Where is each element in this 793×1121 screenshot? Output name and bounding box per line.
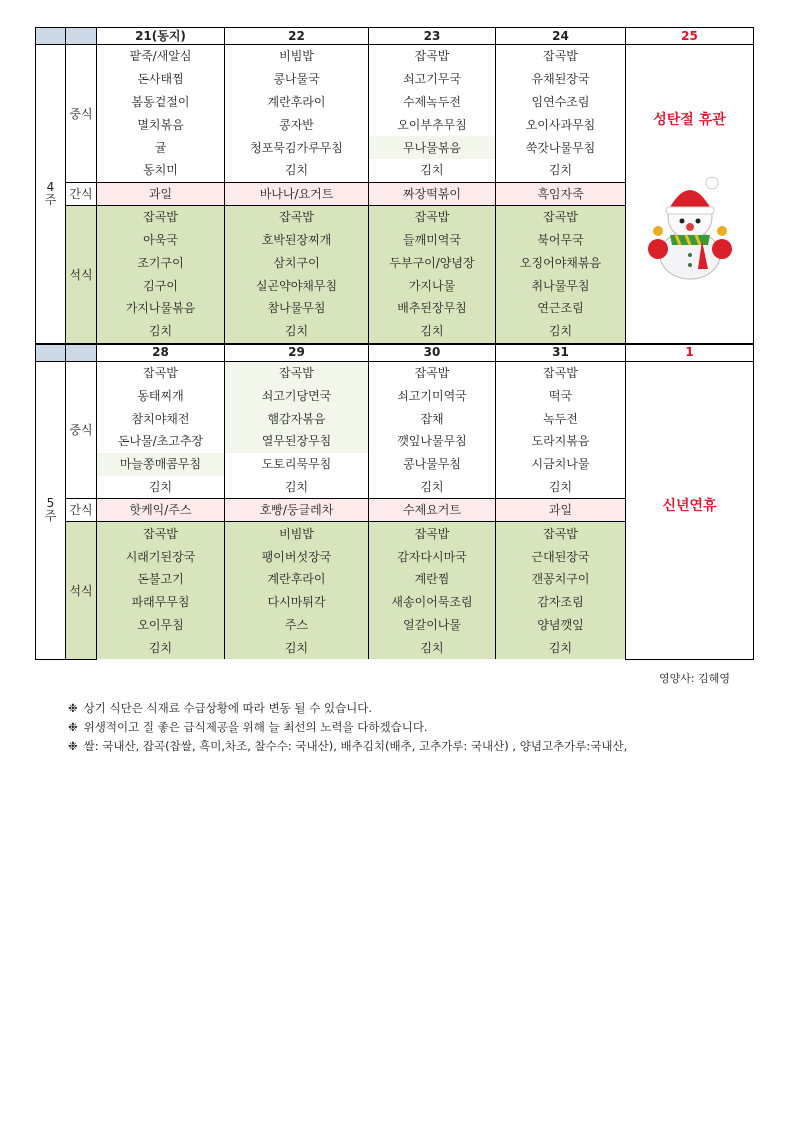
dinner-item: 계란찜	[369, 568, 496, 591]
meal-menu-table	[35, 27, 754, 660]
dinner-item: 파래무무침	[97, 591, 225, 614]
lunch-item: 콩나물국	[225, 68, 369, 91]
day-header: 29	[225, 344, 369, 362]
lunch-item: 유채된장국	[496, 68, 626, 91]
snack-item: 과일	[97, 182, 225, 205]
lunch-item: 잡곡밥	[369, 361, 496, 384]
dinner-item: 김치	[369, 636, 496, 659]
dinner-item: 김치	[97, 320, 225, 344]
notes	[68, 699, 627, 756]
lunch-item: 떡국	[496, 384, 626, 407]
dinner-item: 감자조림	[496, 591, 626, 614]
dinner-item: 조기구이	[97, 251, 225, 274]
dinner-item: 계란후라이	[225, 568, 369, 591]
dinner-item: 취나물무침	[496, 274, 626, 297]
lunch-item: 김치	[97, 476, 225, 499]
lunch-item: 봄동겉절이	[97, 91, 225, 114]
flower-bullet-icon: ❉	[68, 739, 78, 753]
lunch-item: 잡곡밥	[496, 45, 626, 68]
day-header: 1	[626, 344, 754, 362]
snack-item: 호빵/둥글레차	[225, 499, 369, 522]
header-blank	[36, 344, 66, 362]
dinner-item: 김치	[97, 636, 225, 659]
day-header: 25	[626, 28, 754, 45]
lunch-item: 팥죽/새알심	[97, 45, 225, 68]
holiday-cell	[626, 361, 754, 659]
dinner-item: 김치	[369, 320, 496, 344]
snack-item: 수제요거트	[369, 499, 496, 522]
dinner-item: 삼치구이	[225, 251, 369, 274]
dinner-item: 김구이	[97, 274, 225, 297]
dinner-item: 잡곡밥	[496, 522, 626, 545]
note-line: ❉ 위생적이고 질 좋은 급식제공을 위해 늘 최선의 노력을 다하겠습니다.	[68, 720, 428, 734]
dinner-item: 두부구이/양념장	[369, 251, 496, 274]
day-header: 22	[225, 28, 369, 45]
dinner-item: 돈불고기	[97, 568, 225, 591]
lunch-item: 임연수조림	[496, 91, 626, 114]
snack-item: 흑임자죽	[496, 182, 626, 205]
dinner-item: 얼갈이나물	[369, 614, 496, 637]
dinner-item: 양념깻잎	[496, 614, 626, 637]
dinner-item: 잡곡밥	[369, 522, 496, 545]
snack-item: 과일	[496, 499, 626, 522]
snack-item: 바나나/요거트	[225, 182, 369, 205]
day-header: 21(동지)	[97, 28, 225, 45]
dinner-item: 감자다시마국	[369, 545, 496, 568]
dinner-item: 오이무침	[97, 614, 225, 637]
lunch-item: 동태찌개	[97, 384, 225, 407]
dinner-item: 새송이어묵조림	[369, 591, 496, 614]
lunch-item: 계란후라이	[225, 91, 369, 114]
dinner-item: 잡곡밥	[97, 205, 225, 228]
lunch-item: 참치야채전	[97, 407, 225, 430]
dinner-item: 가지나물볶음	[97, 297, 225, 320]
header-blank	[36, 28, 66, 45]
lunch-item: 김치	[225, 476, 369, 499]
lunch-item: 잡곡밥	[225, 361, 369, 384]
meal-label-lunch: 중식	[66, 361, 97, 499]
lunch-item: 쑥갓나물무침	[496, 136, 626, 159]
dinner-item: 북어무국	[496, 229, 626, 252]
lunch-item: 김치	[496, 159, 626, 182]
meal-label-dinner: 석식	[66, 522, 97, 659]
lunch-item: 녹두전	[496, 407, 626, 430]
dinner-item: 다시마튀각	[225, 591, 369, 614]
dinner-item: 김치	[496, 320, 626, 344]
lunch-item: 청포묵김가루무침	[225, 136, 369, 159]
dinner-item: 가지나물	[369, 274, 496, 297]
lunch-item: 오이사과무침	[496, 113, 626, 136]
meal-label-snack: 간식	[66, 182, 97, 205]
dinner-item: 아욱국	[97, 229, 225, 252]
lunch-item: 무나물볶음	[369, 136, 496, 159]
dinner-item: 김치	[225, 320, 369, 344]
dinner-item: 시래기된장국	[97, 545, 225, 568]
lunch-item: 시금치나물	[496, 453, 626, 476]
lunch-item: 마늘쫑매콤무침	[97, 453, 225, 476]
meal-label-snack: 간식	[66, 499, 97, 522]
dinner-item: 잡곡밥	[369, 205, 496, 228]
lunch-item: 김치	[369, 476, 496, 499]
day-header: 23	[369, 28, 496, 45]
header-blank	[66, 28, 97, 45]
dinner-item: 호박된장찌개	[225, 229, 369, 252]
lunch-item: 잡곡밥	[496, 361, 626, 384]
snowman-icon	[642, 171, 738, 281]
dinner-item: 잡곡밥	[97, 522, 225, 545]
snack-item: 짜장떡볶이	[369, 182, 496, 205]
day-header: 24	[496, 28, 626, 45]
lunch-item: 잡채	[369, 407, 496, 430]
dinner-item: 팽이버섯장국	[225, 545, 369, 568]
dinner-item: 잡곡밥	[496, 205, 626, 228]
day-header: 28	[97, 344, 225, 362]
week-label: 4 주	[36, 45, 66, 344]
header-blank	[66, 344, 97, 362]
dinner-item: 들깨미역국	[369, 229, 496, 252]
dinner-item: 주스	[225, 614, 369, 637]
holiday-label: 신년연휴	[662, 497, 717, 514]
lunch-item: 오이부추무침	[369, 113, 496, 136]
lunch-item: 귤	[97, 136, 225, 159]
lunch-item: 잡곡밥	[369, 45, 496, 68]
dinner-item: 잡곡밥	[225, 205, 369, 228]
lunch-item: 도토리묵무침	[225, 453, 369, 476]
lunch-item: 돈사태찜	[97, 68, 225, 91]
holiday-cell	[626, 45, 754, 344]
dinner-item: 실곤약야채무침	[225, 274, 369, 297]
lunch-item: 김치	[225, 159, 369, 182]
week-label: 5 주	[36, 361, 66, 659]
dietitian-name: 영양사: 김혜영	[659, 672, 730, 685]
meal-label-dinner: 석식	[66, 205, 97, 343]
lunch-item: 햄감자볶음	[225, 407, 369, 430]
lunch-item: 쇠고기무국	[369, 68, 496, 91]
lunch-item: 쇠고기미역국	[369, 384, 496, 407]
dinner-item: 연근조림	[496, 297, 626, 320]
lunch-item: 콩나물무침	[369, 453, 496, 476]
lunch-item: 깻잎나물무침	[369, 430, 496, 453]
day-header: 30	[369, 344, 496, 362]
lunch-item: 쇠고기당면국	[225, 384, 369, 407]
lunch-item: 돈나물/초고추장	[97, 430, 225, 453]
lunch-item: 콩자반	[225, 113, 369, 136]
snack-item: 핫케익/주스	[97, 499, 225, 522]
note-line: ❉ 쌀: 국내산, 잡곡(찹쌀, 흑미,차조, 찰수수: 국내산), 배추김치(배추, 고추가루: 국내산) , 양념고추가루:국내산,	[68, 739, 628, 753]
flower-bullet-icon: ❉	[68, 720, 78, 734]
dinner-item: 김치	[496, 636, 626, 659]
lunch-item: 멸치볶음	[97, 113, 225, 136]
lunch-item: 잡곡밥	[97, 361, 225, 384]
lunch-item: 열무된장무침	[225, 430, 369, 453]
dinner-item: 비빔밥	[225, 522, 369, 545]
dinner-item: 배추된장무침	[369, 297, 496, 320]
holiday-label: 성탄절 휴관	[653, 112, 726, 128]
lunch-item: 김치	[496, 476, 626, 499]
flower-bullet-icon: ❉	[68, 701, 78, 715]
lunch-item: 수제녹두전	[369, 91, 496, 114]
dinner-item: 오징어야채볶음	[496, 251, 626, 274]
lunch-item: 동치미	[97, 159, 225, 182]
dinner-item: 김치	[225, 636, 369, 659]
lunch-item: 비빔밥	[225, 45, 369, 68]
dinner-item: 참나물무침	[225, 297, 369, 320]
meal-label-lunch: 중식	[66, 45, 97, 183]
day-header: 31	[496, 344, 626, 362]
dinner-item: 갠꽁치구이	[496, 568, 626, 591]
dinner-item: 근대된장국	[496, 545, 626, 568]
lunch-item: 김치	[369, 159, 496, 182]
lunch-item: 도라지볶음	[496, 430, 626, 453]
note-line: ❉ 상기 식단은 식재료 수급상황에 따라 변동 될 수 있습니다.	[68, 701, 373, 715]
